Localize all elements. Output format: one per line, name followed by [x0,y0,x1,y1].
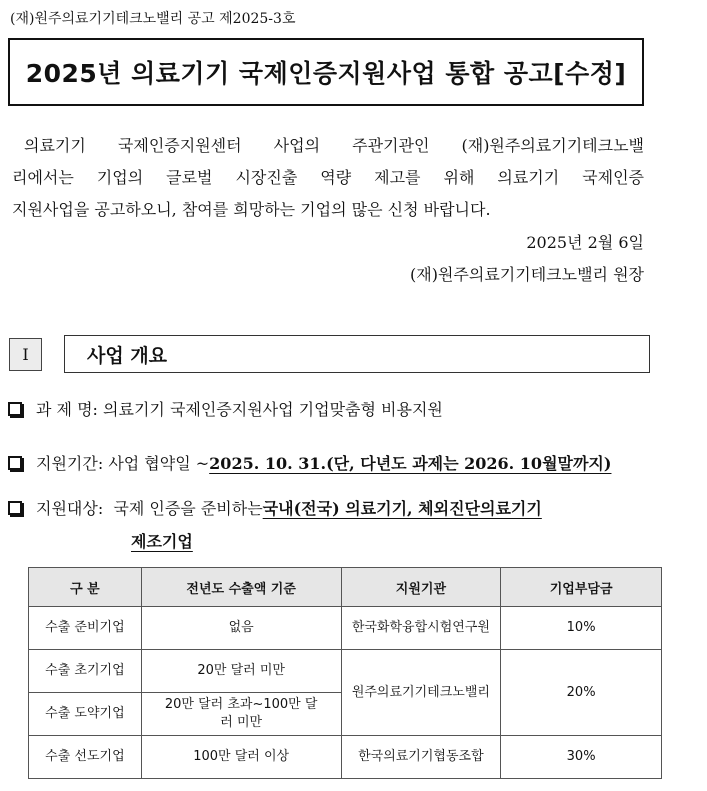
title-box [8,38,644,106]
notice-number: (재)원주의료기기테크노밸리 공고 제2025-3호 [10,11,296,27]
table-cell-burden: 30% [501,736,662,779]
table-cell-category: 수출 도약기업 [29,693,142,736]
section-title-box [64,335,650,373]
table-header-criteria: 전년도 수출액 기준 [141,568,341,607]
item-prefix: 사업 협약일 ~ [108,454,210,473]
overview-item-period [8,451,611,474]
item-value: 의료기기 국제인증지원사업 기업맞춤형 비용지원 [103,400,443,419]
notice-signer: (재)원주의료기기테크노밸리 원장 [410,265,644,284]
overview-item-target [8,496,542,519]
item-label: 지원대상: [36,499,104,518]
table-cell-criteria: 100만 달러 이상 [141,736,341,779]
page-title: 2025년 의료기기 국제인증지원사업 통합 공고[수정] [25,59,627,88]
table-header-category: 구 분 [29,568,142,607]
table-cell-criteria: 없음 [141,607,341,650]
table-cell-agency: 원주의료기기테크노밸리 [341,650,501,736]
table-cell-burden: 20% [501,650,662,736]
item-prefix: 국제 인증을 준비하는 [113,499,263,518]
table-row [29,607,662,650]
table-header-burden: 기업부담금 [501,568,662,607]
table-cell-criteria: 20만 달러 미만 [141,650,341,693]
item-highlight-continuation: 제조기업 [131,532,193,551]
checkbox-bullet-icon [8,501,22,515]
table-row [29,736,662,779]
table-header-agency: 지원기관 [341,568,501,607]
table-cell-category: 수출 준비기업 [29,607,142,650]
overview-item-project-name [8,397,443,420]
overview-item-target-continuation [131,529,193,552]
item-highlight: 국내(전국) 의료기기, 체외진단의료기기 [262,499,542,518]
table-cell-category: 수출 선도기업 [29,736,142,779]
section-title: 사업 개요 [87,344,168,367]
section-number: I [9,338,42,371]
table-cell-agency: 한국의료기기협동조합 [341,736,501,779]
item-label: 과 제 명: [36,400,98,419]
table-header-row [29,568,662,607]
table-cell-criteria: 20만 달러 초과~100만 달러 미만 [141,693,341,736]
intro-line-2: 리에서는 기업의 글로벌 시장진출 역량 제고를 위해 의료기기 국제인증 [12,168,644,187]
support-table [28,567,662,779]
table-cell-category: 수출 초기기업 [29,650,142,693]
intro-paragraph [12,130,644,226]
item-label: 지원기간: [36,454,104,473]
table-cell-agency: 한국화학융합시험연구원 [341,607,501,650]
table-row [29,650,662,693]
checkbox-bullet-icon [8,402,22,416]
intro-line-3: 지원사업을 공고하오니, 참여를 희망하는 기업의 많은 신청 바랍니다. [12,200,491,219]
checkbox-bullet-icon [8,456,22,470]
item-highlight: 2025. 10. 31.(단, 다년도 과제는 2026. 10월말까지) [209,454,612,473]
notice-date: 2025년 2월 6일 [526,233,644,252]
intro-line-1: 의료기기 국제인증지원센터 사업의 주관기관인 (재)원주의료기기테크노밸 [24,136,644,155]
table-cell-burden: 10% [501,607,662,650]
